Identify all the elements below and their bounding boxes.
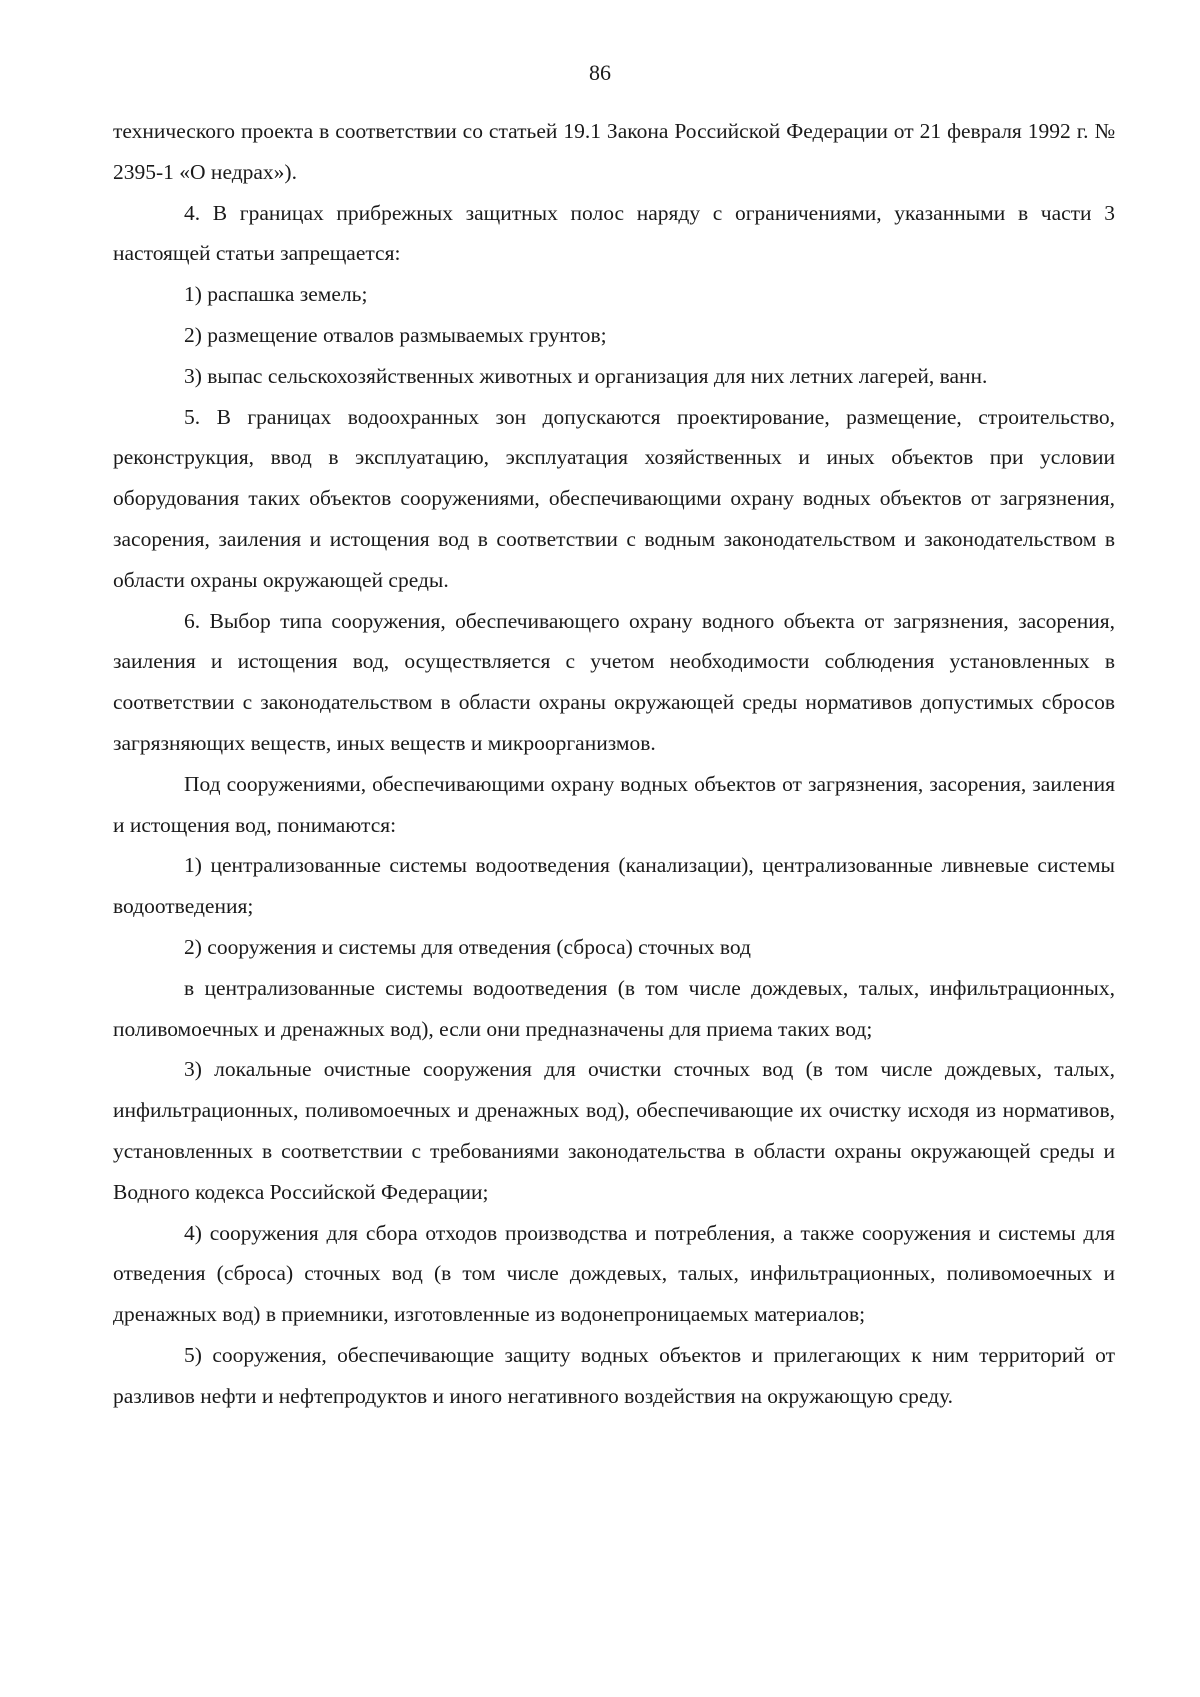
list-item: 3) выпас сельскохозяйственных животных и организация для них летних лагерей, ванн.	[184, 363, 988, 388]
paragraph-item-6: 6. Выбор типа сооружения, обеспечивающего охрану водного объекта от загрязнения, засорения, заиления и истощения вод, осуществляется с учетом необходимости соблюдения установленных в соответствии с законодательством в области охраны окружающей среды нормативов допустимых сбросов загрязняющих веществ, иных веществ и микроорганизмов.	[113, 608, 1115, 755]
paragraph-continuation: технического проекта в соответствии со статьей 19.1 Закона Российской Федерации от 21 февраля 1992 г. № 2395-1 «О недрах»).	[113, 119, 1115, 184]
list-item: 2) сооружения и системы для отведения (сброса) сточных вод	[184, 934, 751, 959]
list-item: 1) централизованные системы водоотведения (канализации), централизованные ливневые системы водоотведения;	[113, 853, 1115, 919]
list-item: 5) сооружения, обеспечивающие защиту водных объектов и прилегающих к ним территорий от разливов нефти и нефтепродуктов и иного негативного воздействия на окружающую среду.	[113, 1342, 1115, 1408]
list-item: 3) локальные очистные сооружения для очистки сточных вод (в том числе дождевых, талых, инфильтрационных, поливомоечных и дренажных вод), обеспечивающие их очистку исходя из нормативов, установленных в соответствии с требованиями законодательства в области охраны окружающей среды и Водного кодекса Российской Федерации;	[113, 1057, 1115, 1204]
list-item: 1) распашка земель;	[184, 282, 368, 307]
list-item-continuation: в централизованные системы водоотведения (в том числе дождевых, талых, инфильтрационных, поливомоечных и дренажных вод), если они предназначены для приема таких вод;	[113, 975, 1115, 1041]
document-body	[113, 111, 1115, 1417]
list-item: 2) размещение отвалов размываемых грунтов;	[184, 322, 607, 347]
page-number: 86	[589, 60, 611, 85]
paragraph-item-5: 5. В границах водоохранных зон допускаются проектирование, размещение, строительство, реконструкция, ввод в эксплуатацию, эксплуатация хозяйственных и иных объектов при условии оборудования таких объектов сооружениями, обеспечивающими охрану водных объектов от загрязнения, засорения, заиления и истощения вод в соответствии с водным законодательством и законодательством в области охраны окружающей среды.	[113, 404, 1115, 592]
paragraph-item-4: 4. В границах прибрежных защитных полос наряду с ограничениями, указанными в части 3 настоящей статьи запрещается:	[113, 200, 1115, 266]
list-item: 4) сооружения для сбора отходов производства и потребления, а также сооружения и системы для отведения (сброса) сточных вод (в том числе дождевых, талых, инфильтрационных, поливомоечных и дренажных вод) в приемники, изготовленные из водонепроницаемых материалов;	[113, 1220, 1115, 1327]
paragraph-definition: Под сооружениями, обеспечивающими охрану водных объектов от загрязнения, засорения, заиления и истощения вод, понимаются:	[113, 771, 1115, 837]
